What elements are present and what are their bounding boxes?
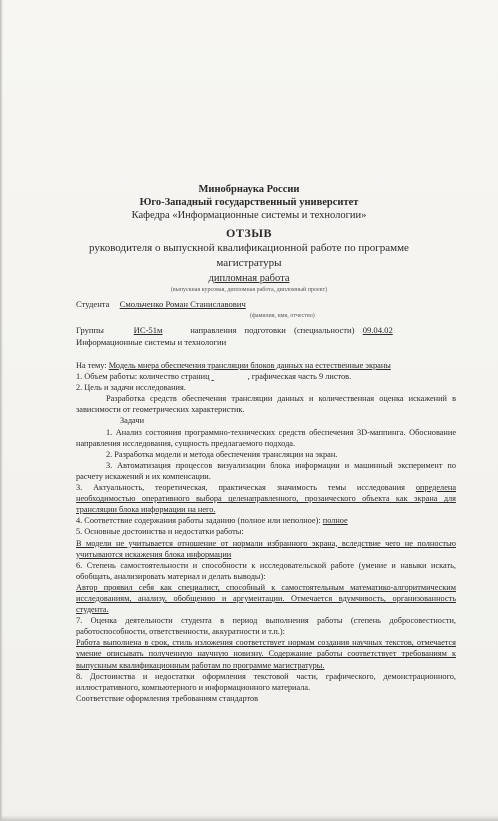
section-4-text: 4. Соответствие содержания работы заданию (полное или неполное): <box>76 516 321 526</box>
topic-row <box>76 360 456 371</box>
pages-count-blank <box>212 371 248 382</box>
student-label: Студента <box>76 299 110 309</box>
direction-code: 09.04.02 <box>362 325 393 335</box>
ministry-heading: Минобрнаука России <box>198 184 300 195</box>
section-1-text-b: , графическая часть 9 листов. <box>247 372 352 382</box>
work-type: дипломная работа <box>208 273 290 284</box>
section-8: 8. Достоинства и недостатки оформления текстовой части, графического, демонстрационного, иллюстративного, компьютерного и информационного материала. <box>76 671 456 692</box>
topic-label: На тему: <box>76 361 107 370</box>
section-3-underlined-b: необходимостью оперативного выбора целенаправленного, прозаического объекта как экрана для трансляции блока информации на него. <box>76 494 456 515</box>
group-label: Группы <box>76 325 104 335</box>
section-3-text: 3. Актуальность, теоретическая, практическая значимость темы исследования <box>76 483 405 493</box>
page-left-edge <box>0 0 3 821</box>
subtitle-line-2: магистратуры <box>216 257 282 269</box>
section-6: 6. Степень самостоятельности и способности к исследовательской работе (умение и навыки искать, обобщать, анализировать материал и делать выводы): <box>76 560 456 581</box>
section-8-value: Соответствие оформления требованиям стандартов <box>76 693 259 703</box>
section-2: 2. Цель и задачи исследования. <box>76 383 186 393</box>
topic-value: Модель мнера обеспечения трансляции блоков данных на естественные экраны <box>108 361 391 370</box>
student-name: Смольченко Роман Станиславович <box>119 299 246 309</box>
section-4 <box>76 515 456 526</box>
section-4-value: полное <box>322 516 348 526</box>
subtitle-line-1: руководителя о выпускной квалификационной работе по программе <box>89 242 409 254</box>
section-7-value: Работа выполнена в срок, стиль изложения соответствует нормам создания научных текстов, отмечается умение описывать полученную научную новизну. Содержание работы соответствует требованиям к выпускным квалификационным работам по программе магистратуры. <box>76 638 456 670</box>
section-7: 7. Оценка деятельности студента в период выполнения работы (степень добросовестности, работоспособности, ответственности, аккуратности и т.п.): <box>76 616 456 637</box>
section-3-underlined-a: определена <box>415 483 457 493</box>
section-5: 5. Основные достоинства и недостатки работы: <box>76 527 244 537</box>
student-hint: (фамилия, имя, отчество) <box>250 313 315 319</box>
group-value: ИС-51м <box>133 325 163 335</box>
university-heading: Юго-Западный государственный университет <box>139 197 359 208</box>
section-3 <box>76 482 456 515</box>
page-bottom-edge <box>0 815 498 821</box>
section-6-value: Автор проявил себя как специалист, способный к самостоятельным математико-алгоритмическим исследованиям, анализу, обобщению и аргументации. Отмечается вдумчивость, организованность студента. <box>76 582 456 615</box>
review-body <box>76 360 456 704</box>
task-2: 2. Разработка модели и метода обеспечения трансляции на экран. <box>106 449 338 459</box>
direction-name: Информационные системы и технологии <box>76 337 227 347</box>
document-title: ОТЗЫВ <box>226 226 272 240</box>
task-1: 1. Анализ состояния программно-технических средств обеспечения 3D-маппинга. Обоснование направления исследования, сущность предлагаемого подхода. <box>76 427 456 448</box>
work-type-hint: (выпускная курсовая, дипломная работа, дипломный проект) <box>170 287 328 293</box>
direction-label: направления подготовки (специальности) <box>190 325 355 335</box>
section-5-value: В модели не учитывается отношение от нормали избранного экрана, вследствие чего не полностью учитываются искажения блока информации <box>76 538 456 559</box>
group-row <box>76 325 456 335</box>
task-3: 3. Автоматизация процессов визуализации блока информации и машинный эксперимент по расчету искажений и их компенсации. <box>76 460 456 481</box>
section-1-text: 1. Объем работы: количество страниц <box>76 372 210 382</box>
goal-text: Разработка средств обеспечения трансляции данных и количественная оценка искажений в зависимости от геометрических характеристик. <box>76 394 456 415</box>
tasks-header: Задачи <box>120 416 145 426</box>
section-1 <box>76 371 456 382</box>
student-row <box>76 299 370 309</box>
department-heading: Кафедра «Информационные системы и технологии» <box>131 210 367 221</box>
